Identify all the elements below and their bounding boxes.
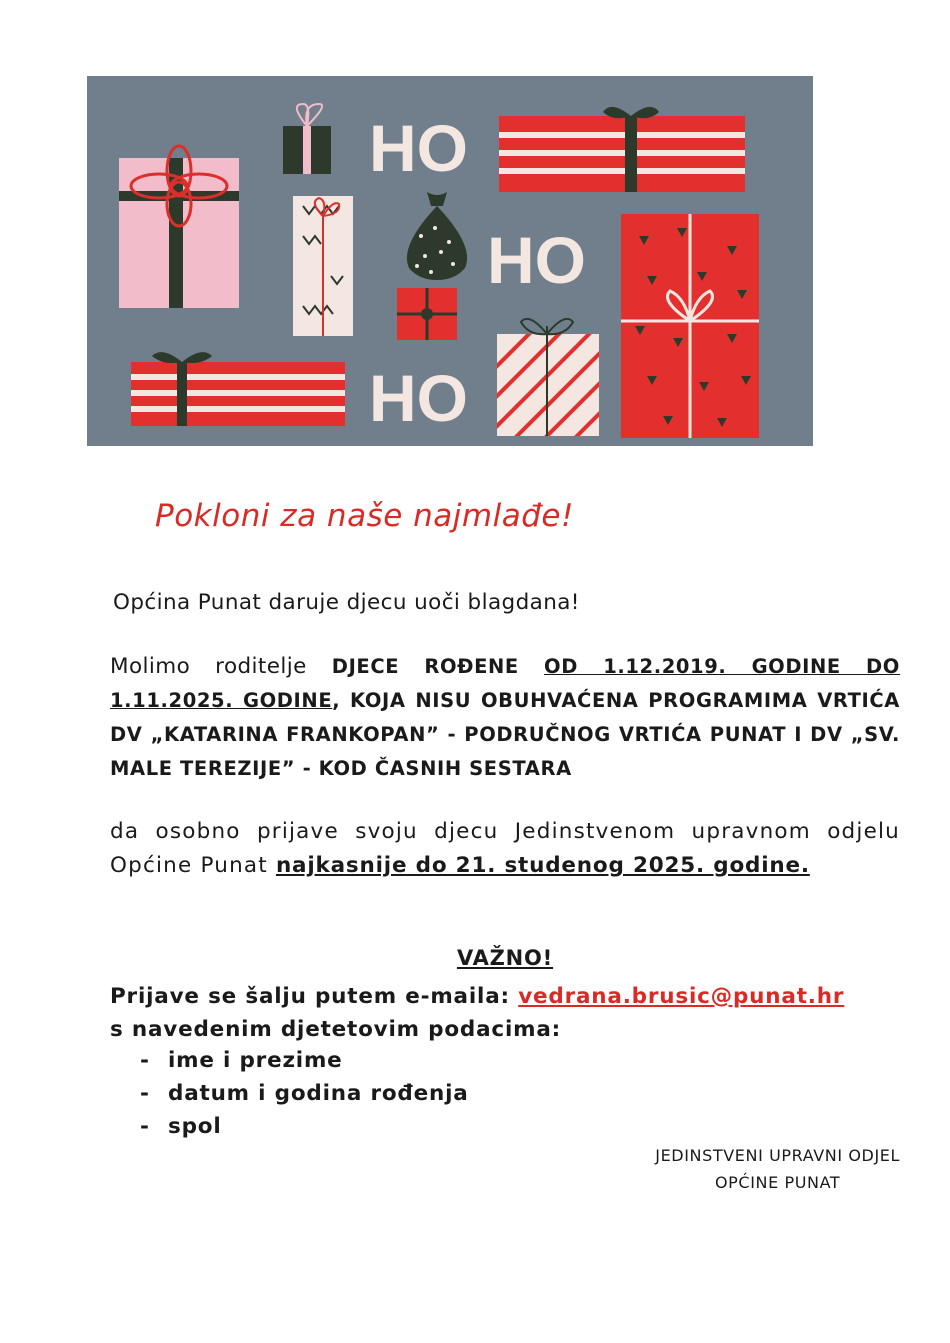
bottom-striped-gift-icon xyxy=(131,352,345,426)
bold-text-1: DJECE ROĐENE xyxy=(331,655,545,678)
christmas-gifts-banner xyxy=(87,76,813,446)
ho-text-3: HO xyxy=(369,361,468,435)
list-item: - datum i godina rođenja xyxy=(140,1077,469,1110)
main-paragraph xyxy=(110,650,900,786)
email-prefix-text: Prijave se šalju putem e-maila: xyxy=(110,984,519,1009)
list-bullet: - xyxy=(140,1048,150,1073)
signature-block xyxy=(655,1142,900,1196)
big-red-gift-icon xyxy=(621,214,759,438)
application-instructions xyxy=(110,980,844,1046)
list-bullet: - xyxy=(140,1114,150,1139)
striped-gift-icon xyxy=(499,107,745,192)
email-link[interactable]: vedrana.brusic@punat.hr xyxy=(518,984,845,1009)
details-intro-text: s navedenim djetetovim podacima: xyxy=(110,1017,562,1042)
rest-text: da osobno prijave svoju djecu Jedinstvenom upravnom odjelu Općine Punat xyxy=(110,819,900,878)
list-bullet: - xyxy=(140,1081,150,1106)
bold-text-2: , KOJA NISU OBUHVAĆENA PROGRAMIMA VRTIĆA DV „KATARINA FRANKOPAN” - PODRUČNOG VRTIĆA PUNAT I DV „SV. MALE TEREZIJE” - KOD ČASNIH SESTARA xyxy=(110,689,900,780)
date-range-text: OD 1.12.2019. GODINE DO 1.11.2025. GODINE xyxy=(110,655,900,712)
important-heading xyxy=(0,946,950,970)
signature-line-2: OPĆINE PUNAT xyxy=(714,1173,841,1192)
cream-zigzag-gift-icon xyxy=(293,196,353,336)
deadline-text: najkasnije do 21. studenog 2025. godine. xyxy=(275,853,810,878)
ho-text-1: HO xyxy=(369,111,468,185)
small-red-gift-icon xyxy=(397,288,457,340)
secondary-paragraph xyxy=(110,815,900,883)
lead-text: Molimo roditelje xyxy=(110,654,332,679)
page-title: Pokloni za naše najmlađe! xyxy=(155,498,574,534)
pink-gift-icon xyxy=(119,146,239,308)
required-details-list xyxy=(140,1044,469,1143)
signature-line-1: JEDINSTVENI UPRAVNI ODJEL xyxy=(655,1146,900,1165)
intro-text: Općina Punat daruje djecu uoči blagdana! xyxy=(113,590,580,615)
important-heading-text: VAŽNO! xyxy=(456,946,554,970)
list-item: - spol xyxy=(140,1110,469,1143)
ho-text-2: HO xyxy=(487,223,586,297)
list-item: - ime i prezime xyxy=(140,1044,469,1077)
